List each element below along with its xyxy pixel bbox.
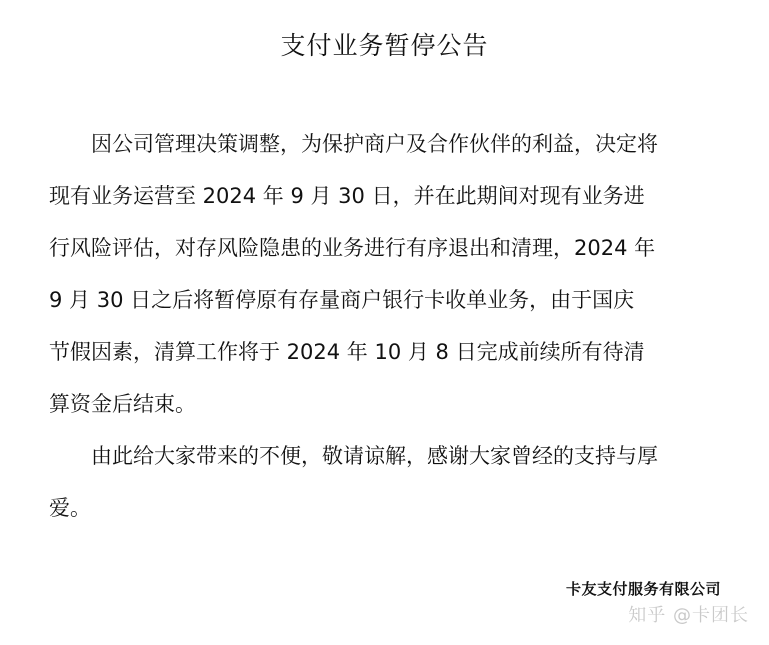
paragraph-1-line-2: 现有业务运营至 2024 年 9 月 30 日，并在此期间对现有业务进 [49, 184, 645, 208]
paragraph-1-line-1: 因公司管理决策调整，为保护商户及合作伙伴的利益，决定将 [91, 132, 658, 156]
notice-title: 支付业务暂停公告 [280, 31, 489, 60]
paragraph-2-line-1: 由此给大家带来的不便，敬请谅解，感谢大家曾经的支持与厚 [91, 444, 658, 468]
paragraph-1-line-5: 节假因素，清算工作将于 2024 年 10 月 8 日完成前续所有待清 [49, 340, 645, 364]
zhihu-watermark: 知乎 @卡团长 [628, 605, 749, 626]
company-signature: 卡友支付服务有限公司 [565, 580, 721, 598]
paragraph-1 [49, 118, 729, 430]
paragraph-2 [49, 430, 729, 534]
paragraph-1-line-4: 9 月 30 日之后将暂停原有存量商户银行卡收单业务，由于国庆 [49, 288, 635, 312]
paragraph-1-line-3: 行风险评估，对存风险隐患的业务进行有序退出和清理，2024 年 [49, 236, 656, 260]
notice-body [49, 118, 729, 534]
paragraph-1-line-6: 算资金后结束。 [49, 392, 196, 416]
paragraph-2-line-2: 爱。 [49, 496, 91, 520]
